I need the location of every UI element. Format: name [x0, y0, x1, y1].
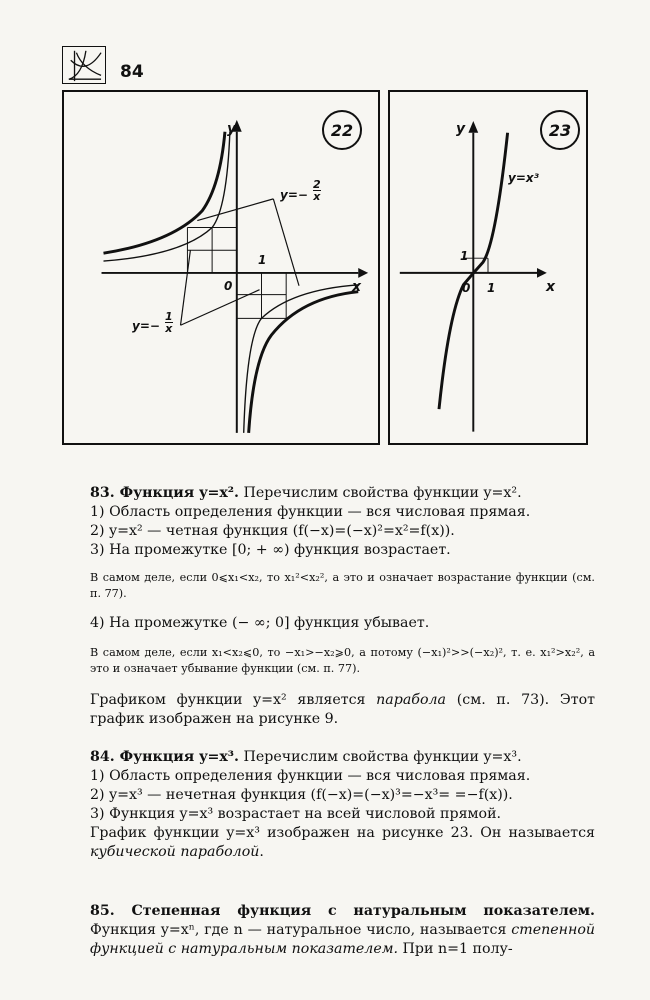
section-83-item-4: 4) На промежутке (− ∞; 0] функция убывает.	[90, 615, 430, 631]
label-1-denominator: x	[165, 322, 173, 335]
section-83	[90, 484, 595, 729]
label-y-minus-2-over-x	[280, 189, 308, 201]
section-84-title-line	[90, 748, 595, 767]
section-83-graph-text-em: парабола	[376, 692, 447, 708]
label-2-prefix: y=−	[280, 188, 308, 202]
section-84-graph-text-a: График функции y=x³ изображен на рисунке 23. Он называется	[90, 825, 595, 841]
section-84-graph-text-b: .	[259, 844, 264, 860]
section-85-heading: 85. Степенная функция с натуральным показателем.	[90, 903, 595, 919]
figure-23-origin-label: 0	[462, 281, 471, 295]
figure-22-origin-label: 0	[224, 279, 233, 293]
figure-23-unit-x-label: 1	[487, 281, 496, 295]
section-85-text-b: При n=1 полу-	[398, 941, 513, 957]
label-2-denominator: x	[313, 190, 321, 203]
section-83-title-line	[90, 484, 595, 503]
section-84-heading: 84. Функция y=x³.	[90, 749, 239, 765]
figure-23-number: 23	[540, 110, 580, 150]
figure-22-x-axis-label: x	[352, 279, 362, 295]
figure-23-curve-label: y=x³	[508, 171, 539, 185]
figure-22	[62, 90, 380, 445]
section-85-paragraph	[90, 902, 595, 959]
label-2-fraction	[313, 179, 321, 202]
book-logo-icon	[62, 46, 106, 84]
figure-22-number: 22	[322, 110, 362, 150]
figure-23-y-axis-label: y	[456, 121, 466, 137]
section-83-intro: Перечислим свойства функции y=x².	[238, 485, 522, 501]
section-84	[90, 748, 595, 862]
label-2-numerator: 2	[313, 178, 321, 191]
section-83-note-2: В самом деле, если x₁<x₂⩽0, то −x₁>−x₂⩾0, а потому (−x₁)²>>(−x₂)², т. е. x₁²>x₂², а это и означает убывание функции (см. п. 77).	[90, 646, 595, 675]
figure-22-unit-label: 1	[258, 253, 267, 267]
section-83-item-2: 2) y=x² — четная функция (f(−x)=(−x)²=x²=f(x)).	[90, 523, 455, 539]
section-83-graph-text	[90, 691, 595, 729]
section-85-text-a: Функция y=xⁿ, где n — натуральное число, называется	[90, 922, 512, 938]
label-1-numerator: 1	[165, 310, 173, 323]
section-85-text-em: степенной функцией с натуральным показателем.	[90, 922, 595, 957]
label-1-fraction	[165, 311, 173, 334]
page-number: 84	[120, 62, 144, 82]
figure-23	[388, 90, 588, 445]
label-1-prefix: y=−	[132, 319, 160, 333]
section-85	[90, 902, 595, 959]
section-84-graph-text-em: кубической параболой	[90, 844, 260, 860]
label-y-minus-1-over-x	[132, 320, 160, 332]
section-83-graph-text-a: Графиком функции y=x² является	[90, 692, 377, 708]
section-84-item-3: 3) Функция y=x³ возрастает на всей числовой прямой.	[90, 806, 502, 822]
section-84-intro: Перечислим свойства функции y=x³.	[238, 749, 522, 765]
section-83-item-1: 1) Область определения функции — вся числовая прямая.	[90, 504, 531, 520]
section-83-item-3: 3) На промежутке [0; + ∞) функция возрастает.	[90, 542, 451, 558]
figure-23-x-axis-label: x	[546, 279, 556, 295]
figure-23-unit-y-label: 1	[460, 249, 469, 263]
figure-22-y-axis-label: y	[227, 121, 237, 137]
section-84-item-2: 2) y=x³ — нечетная функция (f(−x)=(−x)³=−x³= =−f(x)).	[90, 787, 513, 803]
section-83-graph-text-b: (см. п. 73). Этот график изображен на рисунке 9.	[90, 692, 595, 727]
section-84-graph-text	[90, 824, 595, 862]
section-84-item-1: 1) Область определения функции — вся числовая прямая.	[90, 768, 531, 784]
section-83-heading: 83. Функция y=x².	[90, 485, 239, 501]
section-83-note-1: В самом деле, если 0⩽x₁<x₂, то x₁²<x₂², а это и означает возрастание функции (см. п. 77).	[90, 571, 595, 600]
